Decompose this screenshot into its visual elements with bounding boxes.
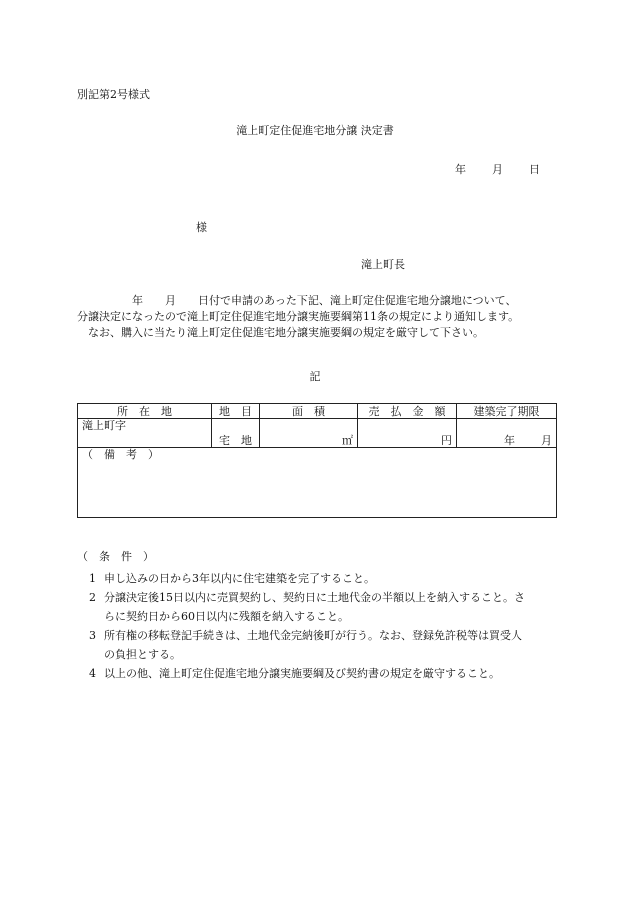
condition-continuation: の負担とする。 (104, 648, 181, 661)
header-location: 所 在 地 (78, 404, 212, 419)
condition-number: 3 (89, 629, 96, 642)
date-year-label: 年 (455, 163, 466, 176)
issue-date (455, 163, 540, 177)
deadline-cell (457, 433, 557, 448)
addressee-suffix: 様 (196, 221, 207, 234)
body-line-2: 分譲決定になったので滝上町定住促進宅地分譲実施要綱第11条の規定により通知します。 (77, 310, 520, 323)
conditions-title: （ 条 件 ） (77, 550, 154, 563)
date-month-label: 月 (492, 163, 503, 176)
price-unit-cell: 円 (358, 433, 457, 448)
location-cell: 滝上町字 (78, 419, 212, 434)
notification-body (77, 293, 557, 341)
issuer: 滝上町長 (361, 258, 405, 271)
ki-heading: 記 (309, 370, 321, 383)
condition-continuation: らに契約日から60日以内に残額を納入すること。 (104, 610, 349, 623)
condition-number: 2 (89, 591, 96, 604)
table-header-row (78, 404, 557, 419)
date-day-label: 日 (529, 163, 540, 176)
body-line-3: なお、購入に当たり滝上町定住促進宅地分譲実施要綱の規定を厳守して下さい。 (77, 326, 484, 339)
header-deadline: 建築完了期限 (457, 404, 557, 419)
condition-number: 1 (89, 572, 96, 585)
condition-text: 分譲決定後15日以内に売買契約し、契約日に土地代金の半額以上を納入すること。さ (104, 591, 525, 604)
land-type-cell: 宅 地 (212, 433, 260, 448)
remarks-cell: （ 備 考 ） (78, 448, 557, 518)
deadline-year: 年 (504, 434, 515, 447)
header-land-type: 地 目 (212, 404, 260, 419)
header-price: 売 払 金 額 (358, 404, 457, 419)
area-unit-cell: ㎡ (260, 433, 358, 448)
form-number: 別記第2号様式 (77, 88, 150, 101)
remarks-row (78, 448, 557, 518)
list-item (77, 588, 557, 607)
condition-text: 所有権の移転登記手続きは、土地代金完納後町が行う。なお、登録免許税等は買受人 (104, 629, 522, 642)
document-title: 滝上町定住促進宅地分譲 決定書 (236, 124, 394, 137)
list-item (77, 569, 557, 588)
body-line-1: 年 月 日付で申請のあった下記、滝上町定住促進宅地分譲地について、 (77, 294, 517, 307)
condition-text: 以上の他、滝上町定住促進宅地分譲実施要綱及び契約書の規定を厳守すること。 (104, 667, 500, 680)
table-row (78, 433, 557, 448)
conditions-list (77, 569, 557, 683)
list-item (77, 664, 557, 683)
table-row (78, 419, 557, 434)
deadline-month: 月 (541, 434, 552, 447)
condition-text: 申し込みの日から3年以内に住宅建築を完了すること。 (104, 572, 375, 585)
condition-number: 4 (89, 667, 96, 680)
list-item (77, 626, 557, 645)
header-area: 面 積 (260, 404, 358, 419)
lot-details-table (77, 403, 557, 518)
